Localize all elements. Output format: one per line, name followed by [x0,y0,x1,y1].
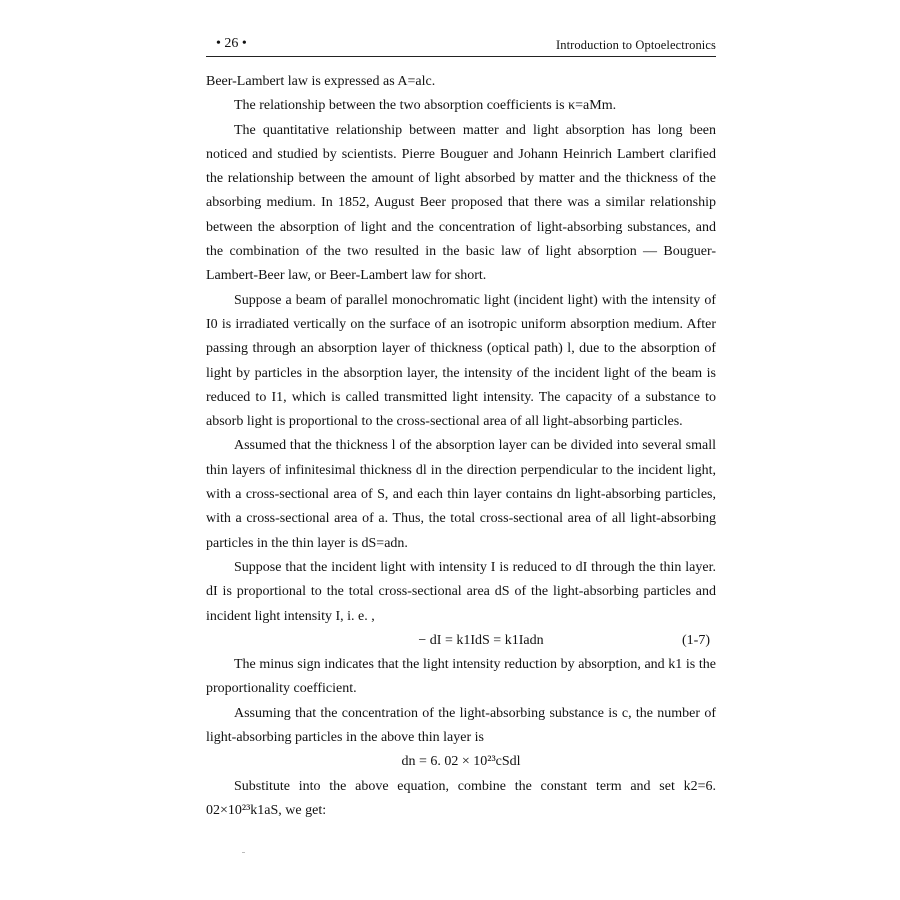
equation-1-7 [206,629,716,653]
paragraph: Substitute into the above equation, combine the constant term and set k2=6. 02×10²³k1aS, we get: [206,778,716,818]
page-header [206,34,716,57]
paragraph: Assuming that the concentration of the light-absorbing substance is c, the number of light-absorbing particles in the above thin layer is [206,705,716,746]
paragraph: The relationship between the two absorption coefficients is κ=aMm. [234,98,617,114]
paragraph: The quantitative relationship between matter and light absorption has long been noticed and studied by scientists. Pierre Bouguer and Johann Heinrich Lambert clarified the relationship between the amount of light absorbed by matter and the thickness of the absorbing medium. In 1852, August Beer proposed that there was a similar relationship between the absorption of light and the concentration of light-absorbing substances, and the combination of the two resulted in the basic law of light absorption — Bouguer-Lambert-Beer law, or Beer-Lambert law for short. [206,122,716,284]
equation-text: − dI = k1IdS = k1Iadn [418,632,544,648]
body-text [206,70,716,823]
paragraph: Beer-Lambert law is expressed as A=alc. [206,74,436,89]
equation-number: (1-7) [682,632,710,648]
equation-dn [206,750,716,774]
running-title: Introduction to Optoelectronics [555,38,716,52]
page-number: • 26 • [216,36,247,51]
paragraph: The minus sign indicates that the light intensity reduction by absorption, and k1 is the proportionality coefficient. [206,657,716,697]
paragraph: Suppose that the incident light with intensity I is reduced to dI through the thin layer. dI is proportional to the total cross-sectional area dS of the light-absorbing particles and incident light intensity I, i. e. , [206,559,716,624]
paragraph: Suppose a beam of parallel monochromatic light (incident light) with the intensity of I0 is irradiated vertically on the surface of an isotropic uniform absorption medium. After passing through an absorption layer of thickness (optical path) l, due to the absorption of light by particles in the absorption layer, the intensity of the incident light of the beam is reduced to I1, which is called transmitted light intensity. The capacity of a substance to absorb light is proportional to the cross-sectional area of all light-absorbing particles. [206,292,716,430]
equation-text: dn = 6. 02 × 10²³cSdl [401,754,521,770]
paragraph: Assumed that the thickness l of the absorption layer can be divided into several small thin layers of infinitesimal thickness dl in the direction perpendicular to the incident light, with a cross-sectional area of S, and each thin layer contains dn light-absorbing particles, with a cross-sectional area of a. Thus, the total cross-sectional area of all light-absorbing particles in the thin layer is dS=adn. [206,438,716,551]
scan-speck [242,852,245,853]
